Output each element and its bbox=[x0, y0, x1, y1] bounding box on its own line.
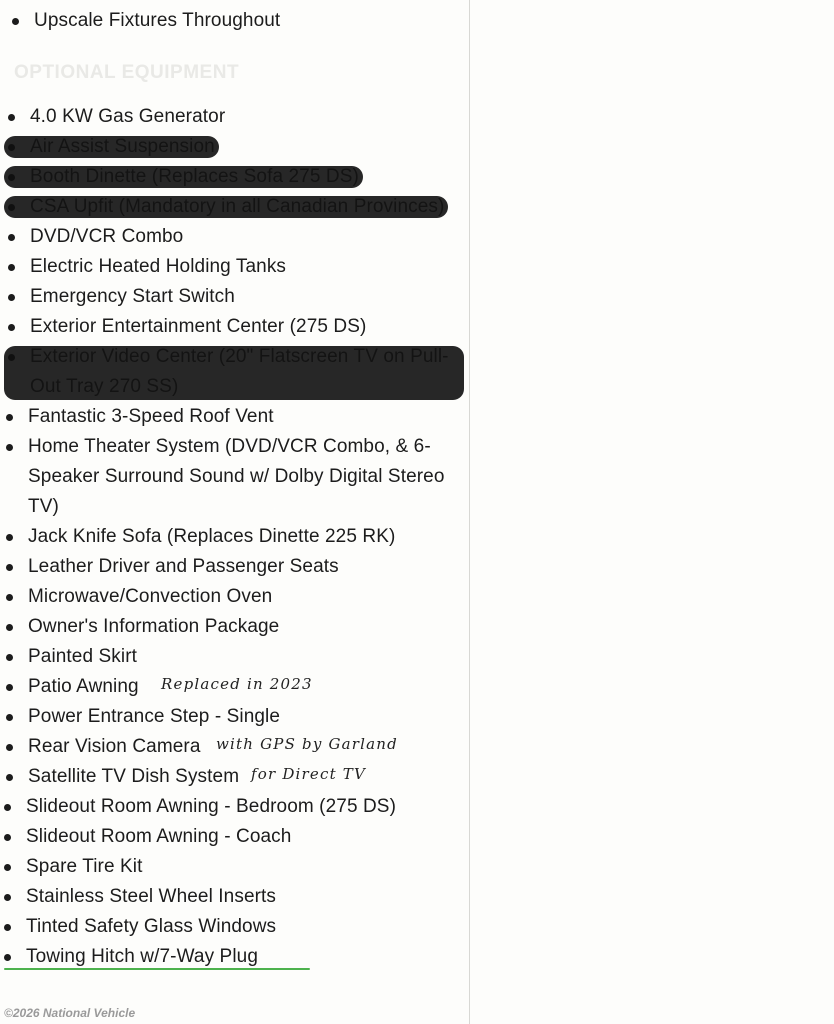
bullet bbox=[6, 744, 13, 751]
bullet bbox=[6, 624, 13, 631]
bullet bbox=[8, 264, 15, 271]
bullet bbox=[6, 774, 13, 781]
handwritten-note: Replaced in 2023 bbox=[161, 675, 313, 693]
bullet bbox=[6, 714, 13, 721]
redaction-mark bbox=[4, 346, 464, 400]
item-text: Owner's Information Package bbox=[28, 616, 280, 637]
bullet bbox=[6, 534, 13, 541]
item-text: Exterior Entertainment Center (275 DS) bbox=[30, 316, 367, 337]
bullet bbox=[8, 324, 15, 331]
item-text: Patio Awning bbox=[28, 676, 139, 697]
item-text: Satellite TV Dish System bbox=[28, 766, 240, 787]
redaction-mark bbox=[4, 136, 219, 158]
item-text: 4.0 KW Gas Generator bbox=[30, 106, 226, 127]
item-text: Home Theater System (DVD/VCR Combo, & 6-Speaker Surround Sound w/ Dolby Digital Stereo TV) bbox=[28, 436, 445, 517]
item-text: Tinted Safety Glass Windows bbox=[26, 916, 277, 937]
column-divider bbox=[469, 0, 470, 1024]
bullet bbox=[8, 294, 15, 301]
item-text: Electric Heated Holding Tanks bbox=[30, 256, 287, 277]
bullet bbox=[8, 114, 15, 121]
item-text: DVD/VCR Combo bbox=[30, 226, 184, 247]
item-text: Upscale Fixtures Throughout bbox=[34, 10, 281, 31]
item-text: Painted Skirt bbox=[28, 646, 138, 667]
section-heading: OPTIONAL EQUIPMENT bbox=[14, 62, 240, 83]
bullet bbox=[4, 924, 11, 931]
bullet bbox=[6, 444, 13, 451]
bullet bbox=[6, 414, 13, 421]
bullet bbox=[8, 234, 15, 241]
item-text: Spare Tire Kit bbox=[26, 856, 143, 877]
bullet bbox=[6, 654, 13, 661]
redaction-mark bbox=[4, 166, 363, 188]
item-text: Stainless Steel Wheel Inserts bbox=[26, 886, 277, 907]
item-text: Slideout Room Awning - Bedroom (275 DS) bbox=[26, 796, 397, 817]
item-text: Fantastic 3-Speed Roof Vent bbox=[28, 406, 274, 427]
bullet bbox=[4, 864, 11, 871]
handwritten-note: for Direct TV bbox=[251, 765, 367, 783]
bullet bbox=[6, 564, 13, 571]
bullet bbox=[4, 954, 11, 961]
bullet bbox=[6, 684, 13, 691]
item-text: Towing Hitch w/7-Way Plug bbox=[26, 946, 258, 967]
highlight-underline bbox=[4, 968, 310, 970]
item-text: Slideout Room Awning - Coach bbox=[26, 826, 292, 847]
item-text: Emergency Start Switch bbox=[30, 286, 235, 307]
bullet bbox=[6, 594, 13, 601]
redaction-mark bbox=[4, 196, 448, 218]
bullet bbox=[12, 18, 19, 25]
bullet bbox=[4, 894, 11, 901]
item-text: Jack Knife Sofa (Replaces Dinette 225 RK) bbox=[28, 526, 396, 547]
item-text: Rear Vision Camera bbox=[28, 736, 201, 757]
item-text: Power Entrance Step - Single bbox=[28, 706, 281, 727]
item-text: Microwave/Convection Oven bbox=[28, 586, 273, 607]
watermark: ©2026 National Vehicle bbox=[4, 1006, 136, 1020]
bullet bbox=[4, 804, 11, 811]
item-text: Leather Driver and Passenger Seats bbox=[28, 556, 339, 577]
handwritten-note: with GPS by Garland bbox=[216, 735, 398, 753]
bullet bbox=[4, 834, 11, 841]
